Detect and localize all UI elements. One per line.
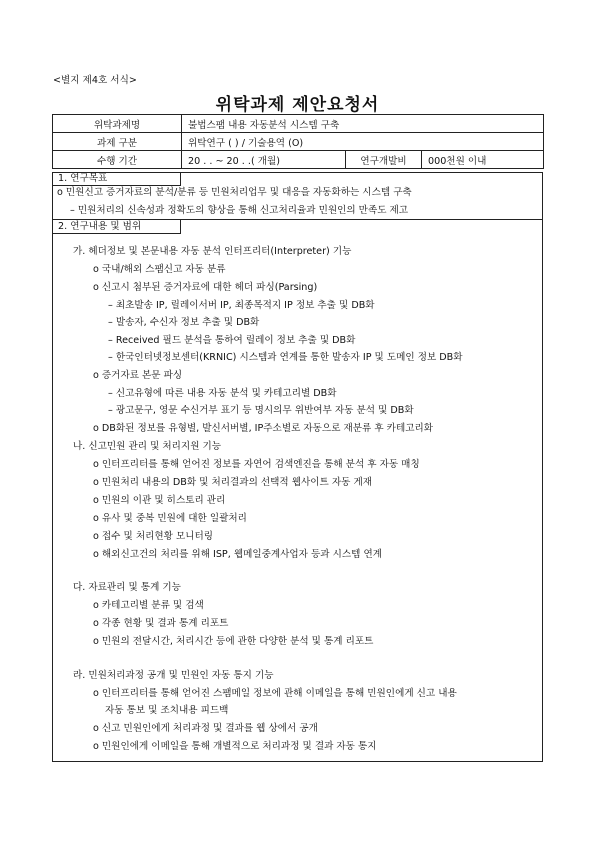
project-name-value: 불법스팸 내용 자동분석 시스템 구축 xyxy=(182,115,544,133)
list-item: o DB화된 정보를 유형별, 발신서버별, IP주소별로 자동으로 재분류 후 카테고리화 xyxy=(93,423,434,434)
list-item: o 인터프리터를 통해 얻어진 스팸메일 정보에 관해 이메일을 통해 민원인에게 신고 내용 xyxy=(93,688,457,699)
list-item: o 신고시 첨부된 증거자료에 대한 헤더 파싱(Parsing) xyxy=(93,282,318,293)
section1-heading: 1. 연구목표 xyxy=(52,172,181,186)
period-value: 20 . . ~ 20 . .( 개월) xyxy=(182,151,346,169)
list-item: o 증거자료 본문 파싱 xyxy=(93,370,183,381)
category-label: 과제 구분 xyxy=(53,133,182,151)
subsection-heading: 나. 신고민원 관리 및 처리지원 기능 xyxy=(73,441,222,452)
cost-value: 000천원 이내 xyxy=(422,151,544,169)
list-item: o 카테고리별 분류 및 검색 xyxy=(93,600,204,611)
list-item: – 발송자, 수신자 정보 추출 및 DB화 xyxy=(108,317,260,328)
list-item: o 유사 및 중복 민원에 대한 일괄처리 xyxy=(93,513,247,524)
list-item: – 신고유형에 따른 내용 자동 분석 및 카테고리별 DB화 xyxy=(108,388,337,399)
list-item: o 신고 민원인에게 처리과정 및 결과를 웹 상에서 공개 xyxy=(93,723,318,734)
subsection-heading: 가. 헤더정보 및 본문내용 자동 분석 인터프리터(Interpreter) 기능 xyxy=(73,246,352,257)
list-item: o 민원의 전달시간, 처리시간 등에 관한 다양한 분석 및 통계 리포트 xyxy=(93,636,374,647)
table-row xyxy=(53,151,544,169)
period-label: 수행 기간 xyxy=(53,151,182,169)
list-item: – 최초발송 IP, 릴레이서버 IP, 최종목적지 IP 정보 추출 및 DB화 xyxy=(108,300,375,311)
category-value: 위탁연구 ( ) / 기술용역 (O) xyxy=(182,133,544,151)
project-info-table xyxy=(52,114,544,169)
section1-line: o 민원신고 증거자료의 분석/분류 등 민원처리업무 및 대응을 자동화하는 시스템 구축 xyxy=(57,187,412,198)
table-row xyxy=(53,115,544,133)
list-item: o 인터프리터를 통해 얻어진 정보를 자연어 검색엔진을 통해 분석 후 자동 매칭 xyxy=(93,459,420,470)
list-item: o 해외신고건의 처리를 위해 ISP, 웹메일중계사업자 등과 시스템 연계 xyxy=(93,549,382,560)
list-item: – 광고문구, 영문 수신거부 표기 등 명시의무 위반여부 자동 분석 및 DB화 xyxy=(108,405,414,416)
form-number: <별지 제4호 서식> xyxy=(53,75,137,86)
cost-label: 연구개발비 xyxy=(346,151,422,169)
project-name-label: 위탁과제명 xyxy=(53,115,182,133)
subsection-heading: 라. 민원처리과정 공개 및 민원인 자동 통지 기능 xyxy=(73,670,274,681)
list-item: – 한국인터넷정보센터(KRNIC) 시스템과 연계를 통한 발송자 IP 및 도메인 정보 DB화 xyxy=(108,352,463,363)
section2-heading: 2. 연구내용 및 범위 xyxy=(52,219,181,234)
list-item: o 국내/해외 스팸신고 자동 분류 xyxy=(93,264,226,275)
list-item: o 접수 및 처리현황 모니터링 xyxy=(93,531,214,542)
document-title: 위탁과제 제안요청서 xyxy=(215,95,380,115)
table-row xyxy=(53,133,544,151)
list-item: – Received 필드 분석을 통하여 릴레이 정보 추출 및 DB화 xyxy=(108,335,356,346)
list-item: o 민원처리 내용의 DB화 및 처리결과의 선택적 웹사이트 자동 게재 xyxy=(93,477,372,488)
list-item: o 민원인에게 이메일을 통해 개별적으로 처리과정 및 결과 자동 통지 xyxy=(93,741,377,752)
list-item: o 민원의 이관 및 히스토리 관리 xyxy=(93,495,226,506)
list-item: 자동 통보 및 조치내용 피드백 xyxy=(105,705,229,716)
subsection-heading: 다. 자료관리 및 통계 기능 xyxy=(73,582,181,593)
list-item: o 각종 현황 및 결과 통계 리포트 xyxy=(93,618,229,629)
section1-line: – 민원처리의 신속성과 정확도의 향상을 통해 신고처리율과 민원인의 만족도 제고 xyxy=(70,205,409,216)
